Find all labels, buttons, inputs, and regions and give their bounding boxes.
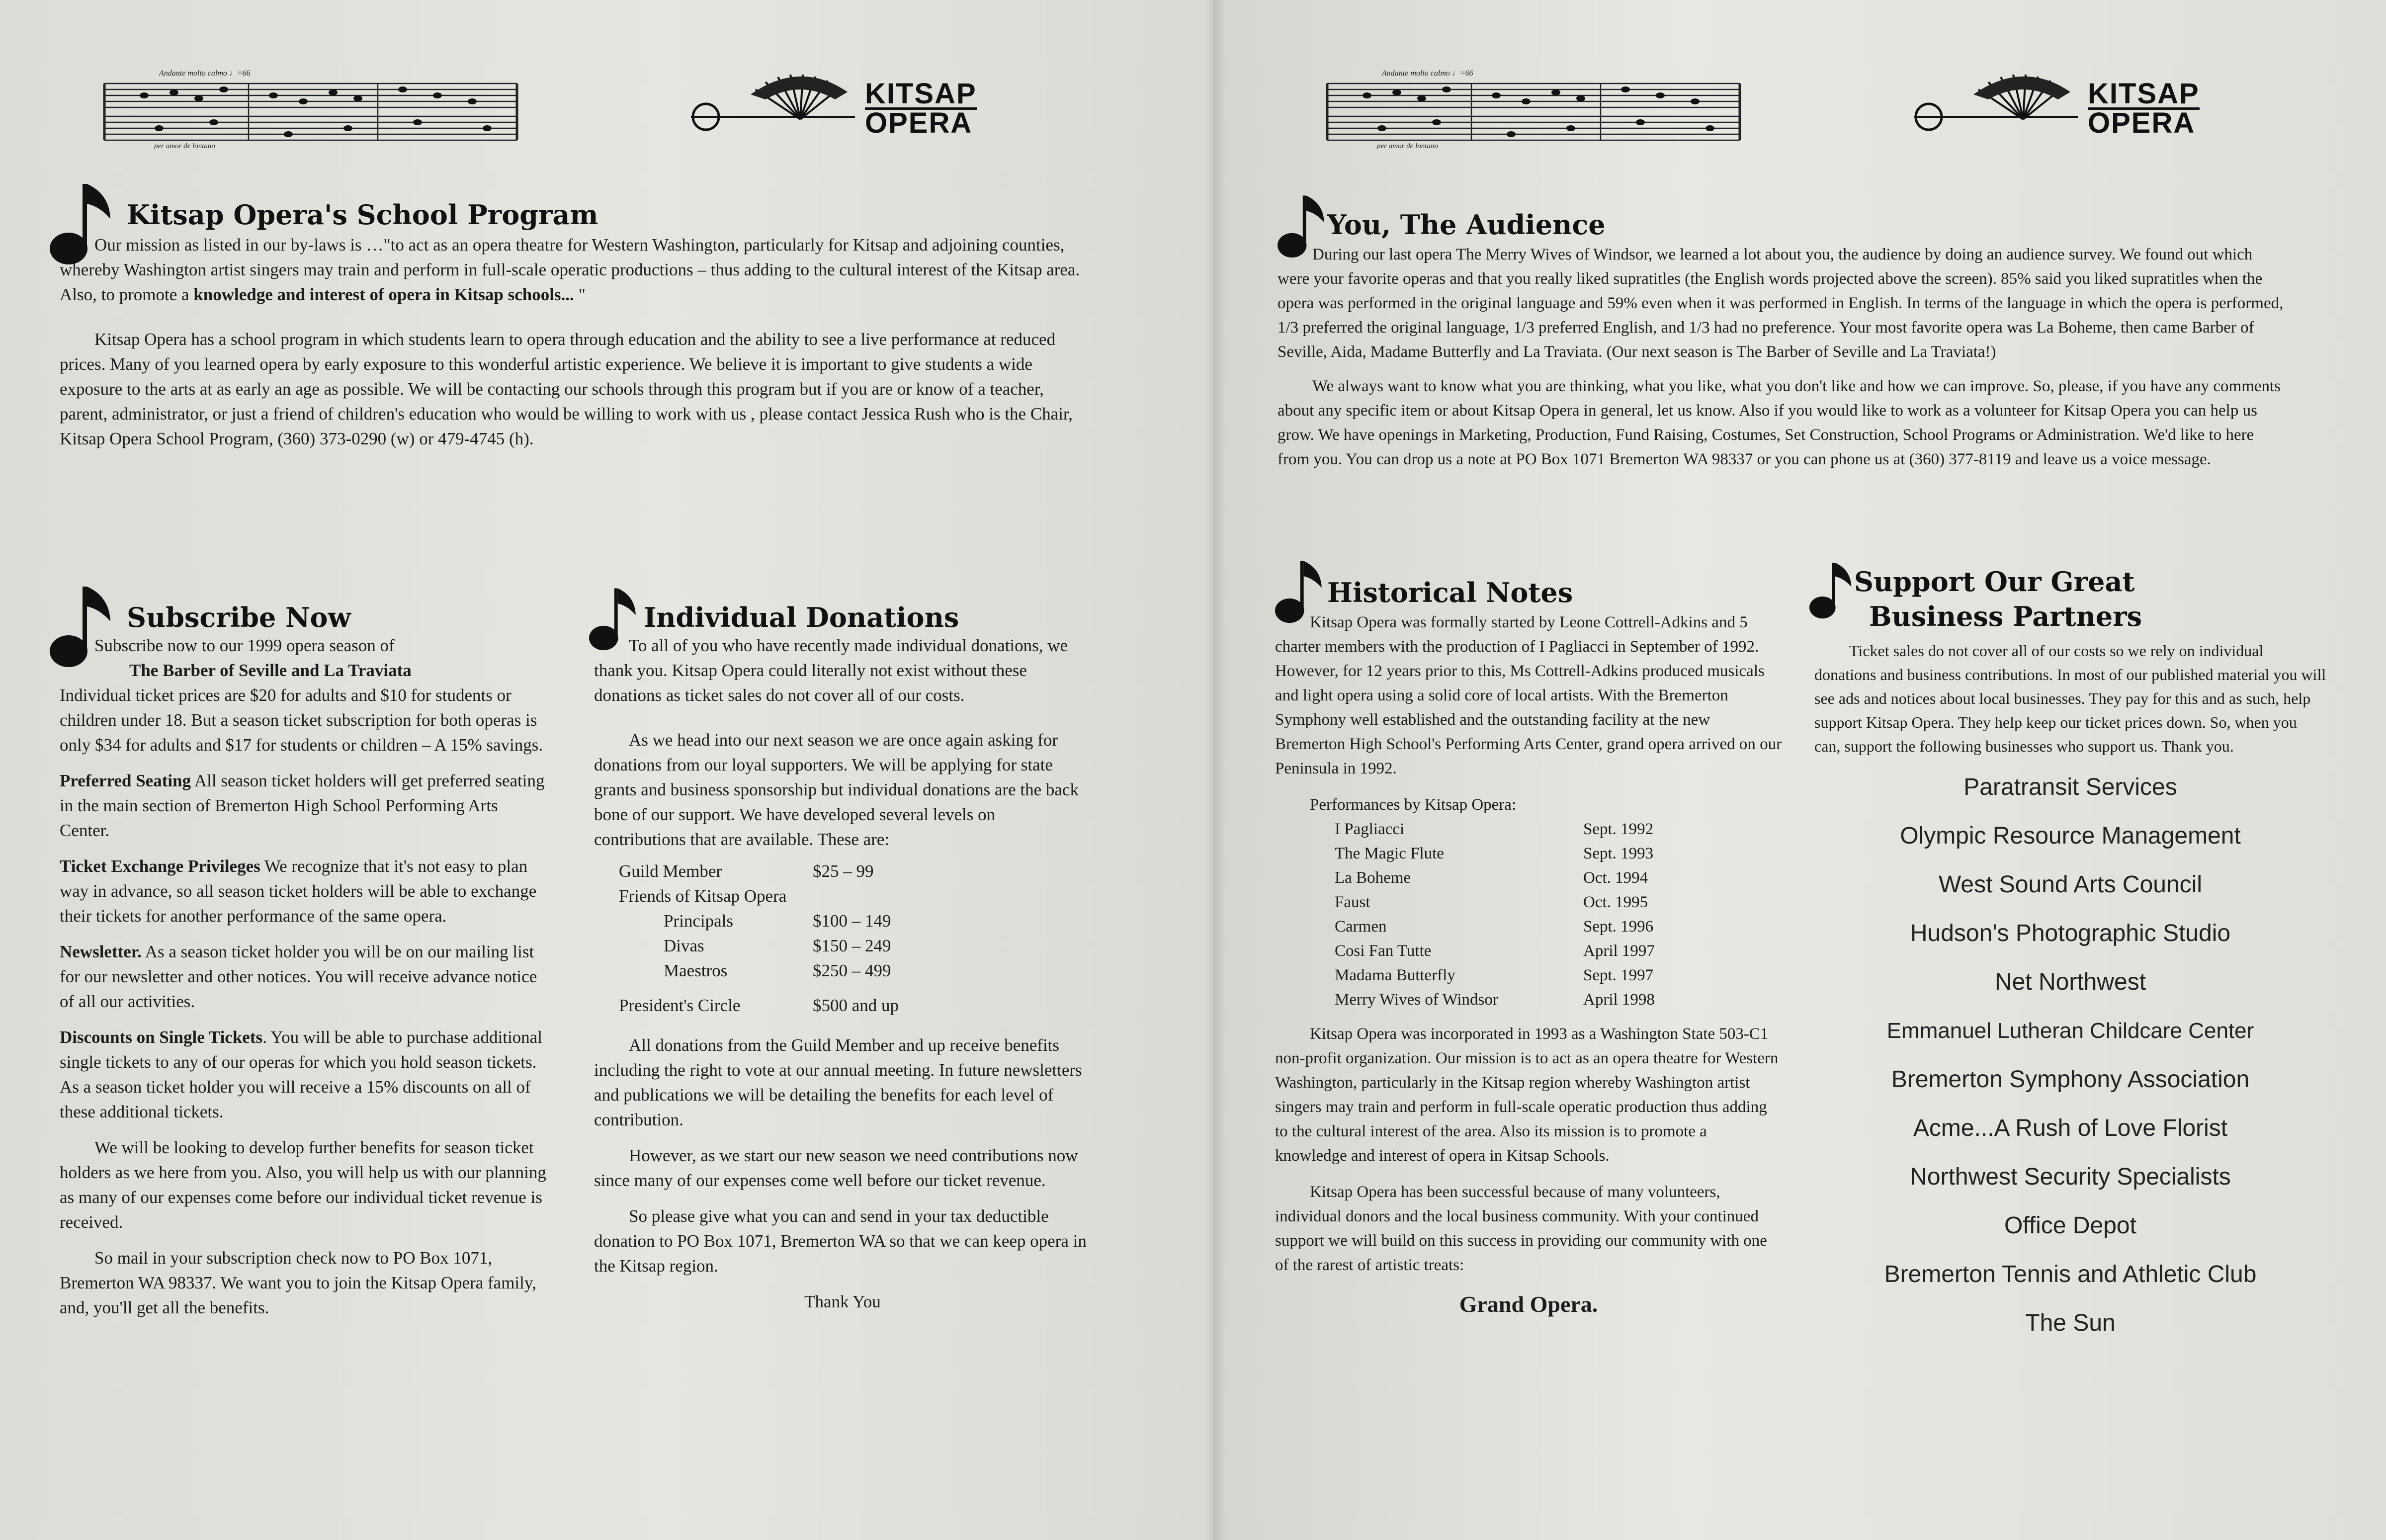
performance-opera: La Boheme — [1335, 869, 1411, 887]
school-mission-bold: knowledge and interest of opera in Kitsap schools... — [193, 285, 574, 304]
partners-intro-paragraph: Ticket sales do not cover all of our costs so we rely on individual donations and business contributions. In most of our published material you will see ads and notices about local businesses. They pay for this and as such, help support Kitsap Opera. They help keep our ticket prices down. So, when you can, support the following businesses who support us. Thank you. — [1814, 642, 2326, 755]
donation-level-amount: $500 and up — [813, 996, 899, 1015]
history-success-paragraph: Kitsap Opera has been successful because of many volunteers, individual donors and the local business community. With your continued support we will build on this success in providing our community with one of the rarest of artistic treats: — [1275, 1183, 1767, 1274]
performance-row — [1335, 817, 1782, 842]
donation-level-name: Maestros — [664, 961, 728, 980]
performance-opera: Madama Butterfly — [1335, 966, 1455, 984]
kitsap-opera-logo — [1909, 70, 2217, 144]
grand-opera-closing: Grand Opera. — [1459, 1291, 1598, 1317]
sponsor-item: West Sound Arts Council — [1938, 871, 2203, 898]
music-score-image — [1322, 65, 1745, 149]
newsletter-label: Newsletter. — [60, 942, 142, 961]
donation-level-name: Principals — [664, 911, 733, 931]
subscribe-title: Subscribe Now — [127, 601, 351, 633]
sponsor-item: Acme...A Rush of Love Florist — [1913, 1115, 2228, 1141]
school-program-section — [60, 199, 1084, 471]
newsletter-paragraph — [60, 940, 552, 1014]
mail-paragraph: So mail in your subscription check now to PO Box 1071, Bremerton WA 98337. We want you to join the Kitsap Opera family, and, you'll get all the benefits. — [60, 1248, 536, 1317]
performance-row — [1335, 988, 1782, 1012]
donation-level-name: Divas — [664, 936, 704, 955]
logo-wordmark — [2088, 78, 2200, 139]
sponsor-item: Net Northwest — [1994, 969, 2146, 995]
performance-opera: I Pagliacci — [1335, 820, 1405, 838]
newsletter-text: As a season ticket holder you will be on our mailing list for our newsletter and other notices. You will receive advance notice of all our activities. — [60, 942, 537, 1011]
donation-level-row — [594, 909, 1091, 934]
donation-level-amount: $100 – 149 — [813, 911, 891, 931]
donation-level-amount: $150 – 249 — [813, 936, 891, 955]
logo-line-kitsap: KITSAP — [2088, 78, 2200, 110]
performance-date: Sept. 1996 — [1583, 918, 1654, 936]
sponsor-item: Paratransit Services — [1963, 774, 2177, 800]
donations-thanks-paragraph: To all of you who have recently made individual donations, we thank you. Kitsap Opera could literally not exist without these donations as ticket sales do not cover all of our costs. — [594, 636, 1068, 705]
ticket-exchange-text: We recognize that it's not easy to plan way in advance, so all season ticket holders will be able to exchange their tickets for another performance of the same opera. — [60, 856, 537, 926]
score-caption: per amor de lontano — [1377, 142, 1438, 149]
score-tempo: Andante molto calmo ♩=66 — [1382, 69, 1473, 78]
donation-level-row — [594, 993, 1091, 1018]
preferred-seating-paragraph — [60, 769, 552, 843]
donations-request-paragraph: As we head into our next season we are once again asking for donations from our loyal supporters. We will be applying for state grants and business sponsorship but individual donations are the back bone of our support. We have developed several levels on contributions that are available. These are: — [594, 730, 1079, 849]
performance-date: April 1997 — [1583, 942, 1655, 960]
audience-title: You, The Audience — [1327, 209, 1606, 241]
discounts-paragraph — [60, 1025, 552, 1124]
ticket-exchange-paragraph — [60, 854, 552, 929]
preferred-seating-label: Preferred Seating — [60, 771, 191, 790]
page-fold-shadow — [1205, 0, 1225, 1540]
donation-level-name: Friends of Kitsap Opera — [619, 886, 787, 906]
ticket-exchange-label: Ticket Exchange Privileges — [60, 856, 260, 876]
performance-opera: Merry Wives of Windsor — [1335, 991, 1498, 1009]
performance-opera: The Magic Flute — [1335, 845, 1444, 862]
donation-level-row — [594, 934, 1091, 958]
history-founding-paragraph: Kitsap Opera was formally started by Leone Cottrell-Adkins and 5 charter members with the production of I Pagliacci in September of 1992. However, for 12 years prior to this, Ms Cottrell-Adkins produced musicals and light opera using a solid core of local artists. With the Bremerton Symphony well established and the outstanding facility at the new Bremerton High School's Performing Arts Center, grand opera arrived on our Peninsula in 1992. — [1275, 613, 1782, 777]
sponsor-item: Bremerton Tennis and Athletic Club — [1884, 1261, 2257, 1287]
performance-date: Oct. 1995 — [1583, 893, 1648, 911]
score-caption: per amor de lontano — [154, 142, 215, 149]
history-incorporation-paragraph: Kitsap Opera was incorporated in 1993 as a Washington State 503-C1 non-profit organization. Our mission is to act as an opera theatre for Western Washington, particularly in the Kitsap region whereby Washington artist singers may train and perform in full-scale operatic production thus adding to the cultural interest of the area. Also its mission is to promote a knowledge and interest of opera in Kitsap Schools. — [1275, 1025, 1779, 1165]
benefits-paragraph: We will be looking to develop further benefits for season ticket holders as we here from you. Also, you will help us with our planning as many of our expenses come before our individual ticket revenue is received. — [60, 1138, 546, 1232]
music-score-image — [99, 65, 522, 149]
subscribe-prices: Individual ticket prices are $20 for adults and $10 for students or children under 18. But a season ticket subscription for both operas is only $34 for adults and $17 for students or children – A 15% savings. — [60, 685, 543, 755]
performance-date: April 1998 — [1583, 991, 1655, 1009]
masthead-left — [99, 65, 994, 149]
performance-row — [1335, 939, 1782, 963]
sponsor-item: Emmanuel Lutheran Childcare Center — [1886, 1019, 2254, 1043]
partners-title-line1: Support Our Great — [1854, 566, 2135, 598]
donation-level-row — [594, 958, 1091, 983]
school-mission-text: Our mission as listed in our by-laws is …"to act as an opera theatre for Western Washington, particularly for Kitsap and adjoining counties, whereby Washington artist singers may train and perform in full-scale operatic productions – thus adding to the cultural interest of the Kitsap area. Also, to promote a — [60, 235, 1080, 304]
sponsor-list — [1814, 763, 2326, 1348]
preferred-seating-text: All season ticket holders will get preferred seating in the main section of Bremerton High School Performing Arts Center. — [60, 771, 545, 840]
donation-level-row — [594, 884, 1091, 909]
business-partners-section — [1814, 564, 2326, 1348]
audience-survey-paragraph: During our last opera The Merry Wives of Windsor, we learned a lot about you, the audience by doing an audience survey. We found out which were your favorite operas and that you really liked supratitles (the English words projected above the screen). 85% said you liked supratitles when the opera was performed in the original language and 59% even when it was performed in English. In terms of the language in which the opera is performed, 1/3 preferred the original language, 1/3 preferred English, and 1/3 had no preference. Your most favorite opera was La Boheme, then came Barber of Seville, Aida, Madame Butterfly and La Traviata. (Our next season is The Barber of Seville and La Traviata!) — [1278, 246, 2284, 361]
donations-need-paragraph: However, as we start our new season we need contributions now since many of our expenses come well before our ticket revenue. — [594, 1146, 1078, 1190]
performance-date: Oct. 1994 — [1583, 869, 1648, 887]
donation-level-name: Guild Member — [619, 861, 722, 881]
logo-wordmark — [865, 78, 977, 139]
donations-benefits-paragraph: All donations from the Guild Member and up receive benefits including the right to vote at our annual meeting. In future newsletters and publications we will be detailing the benefits for each level of contribution. — [594, 1035, 1082, 1129]
sponsor-item: The Sun — [2025, 1310, 2116, 1336]
performance-row — [1335, 915, 1782, 939]
school-program-title: Kitsap Opera's School Program — [127, 199, 598, 231]
donation-level-row — [594, 859, 1091, 884]
discounts-label: Discounts on Single Tickets — [60, 1027, 263, 1047]
performance-date: Sept. 1997 — [1583, 966, 1654, 984]
performance-row — [1335, 963, 1782, 988]
logo-line-kitsap: KITSAP — [865, 78, 977, 110]
school-mission-end: " — [574, 285, 586, 304]
donations-title: Individual Donations — [644, 601, 959, 633]
audience-feedback-paragraph: We always want to know what you are thinking, what you like, what you don't like and how we can improve. So, please, if you have any comments about any specific item or about Kitsap Opera in general, let us know. Also if you would like to work as a volunteer for Kitsap Opera you can help us grow. We have openings in Marketing, Production, Fund Raising, Costumes, Set Construction, School Programs or Administration. We'd like to here from you. You can drop us a note at PO Box 1071 Bremerton WA 98337 or you can phone us at (360) 377-8119 and leave us a voice message. — [1278, 377, 2281, 468]
performances-title: Performances by Kitsap Opera: — [1310, 796, 1517, 814]
school-mission-paragraph — [60, 233, 1084, 307]
score-tempo: Andante molto calmo ♩=66 — [159, 69, 251, 78]
right-page — [1213, 0, 2386, 1540]
performance-row — [1335, 842, 1782, 866]
donations-section — [594, 601, 1091, 1334]
performance-date: Sept. 1993 — [1583, 845, 1654, 862]
donations-mail-paragraph: So please give what you can and send in your tax deductible donation to PO Box 1071, Bremerton WA so that we can keep opera in the Kitsap region. — [594, 1206, 1087, 1276]
subscribe-section — [60, 601, 552, 1340]
performance-opera: Faust — [1335, 893, 1370, 911]
kitsap-opera-logo — [686, 70, 994, 144]
performance-opera: Carmen — [1335, 918, 1387, 936]
sponsor-item: Olympic Resource Management — [1900, 823, 2241, 849]
logo-line-opera: OPERA — [2088, 107, 2196, 139]
audience-section — [1278, 209, 2287, 492]
school-program-paragraph: Kitsap Opera has a school program in which students learn to opera through education and the ability to see a live performance at reduced prices. Many of you learned opera by early exposure to this wonderful artistic experience. We believe it is important to give students a wide exposure to the arts at as early an age as possible. We will be contacting our schools through this program but if you are or know of a teacher, parent, administrator, or just a friend of children's education who would be willing to work with us , please contact Jessica Rush who is the Chair, Kitsap Opera School Program, (360) 373-0290 (w) or 479-4745 (h). — [60, 330, 1073, 448]
subscribe-intro: Subscribe now to our 1999 opera season of — [94, 636, 395, 655]
sponsor-item: Office Depot — [2004, 1212, 2136, 1239]
performance-date: Sept. 1992 — [1583, 820, 1654, 838]
performances-list — [1275, 793, 1782, 1012]
performance-row — [1335, 866, 1782, 890]
subscribe-season: The Barber of Seville and La Traviata — [129, 661, 412, 680]
performance-opera: Cosi Fan Tutte — [1335, 942, 1432, 960]
sponsor-item: Northwest Security Specialists — [1910, 1164, 2231, 1190]
donation-level-amount: $250 – 499 — [813, 961, 891, 980]
partners-title-line2: Business Partners — [1869, 600, 2142, 632]
historical-notes-section — [1275, 577, 1782, 1339]
discounts-text: . You will be able to purchase additional single tickets to any of our operas for which you hold season tickets. As a season ticket holder you will receive a 15% discounts on all of these additional tickets. — [60, 1027, 542, 1121]
sponsor-item: Hudson's Photographic Studio — [1910, 920, 2231, 946]
donation-levels-list — [594, 859, 1091, 1018]
performance-row — [1335, 890, 1782, 915]
logo-line-opera: OPERA — [865, 107, 973, 139]
sponsor-item: Bremerton Symphony Association — [1891, 1066, 2250, 1093]
donation-level-amount: $25 – 99 — [813, 861, 874, 881]
donation-level-name: President's Circle — [619, 996, 741, 1015]
historical-notes-title: Historical Notes — [1327, 577, 1573, 608]
donations-thank-you: Thank You — [804, 1292, 881, 1311]
masthead-right — [1322, 65, 2267, 149]
